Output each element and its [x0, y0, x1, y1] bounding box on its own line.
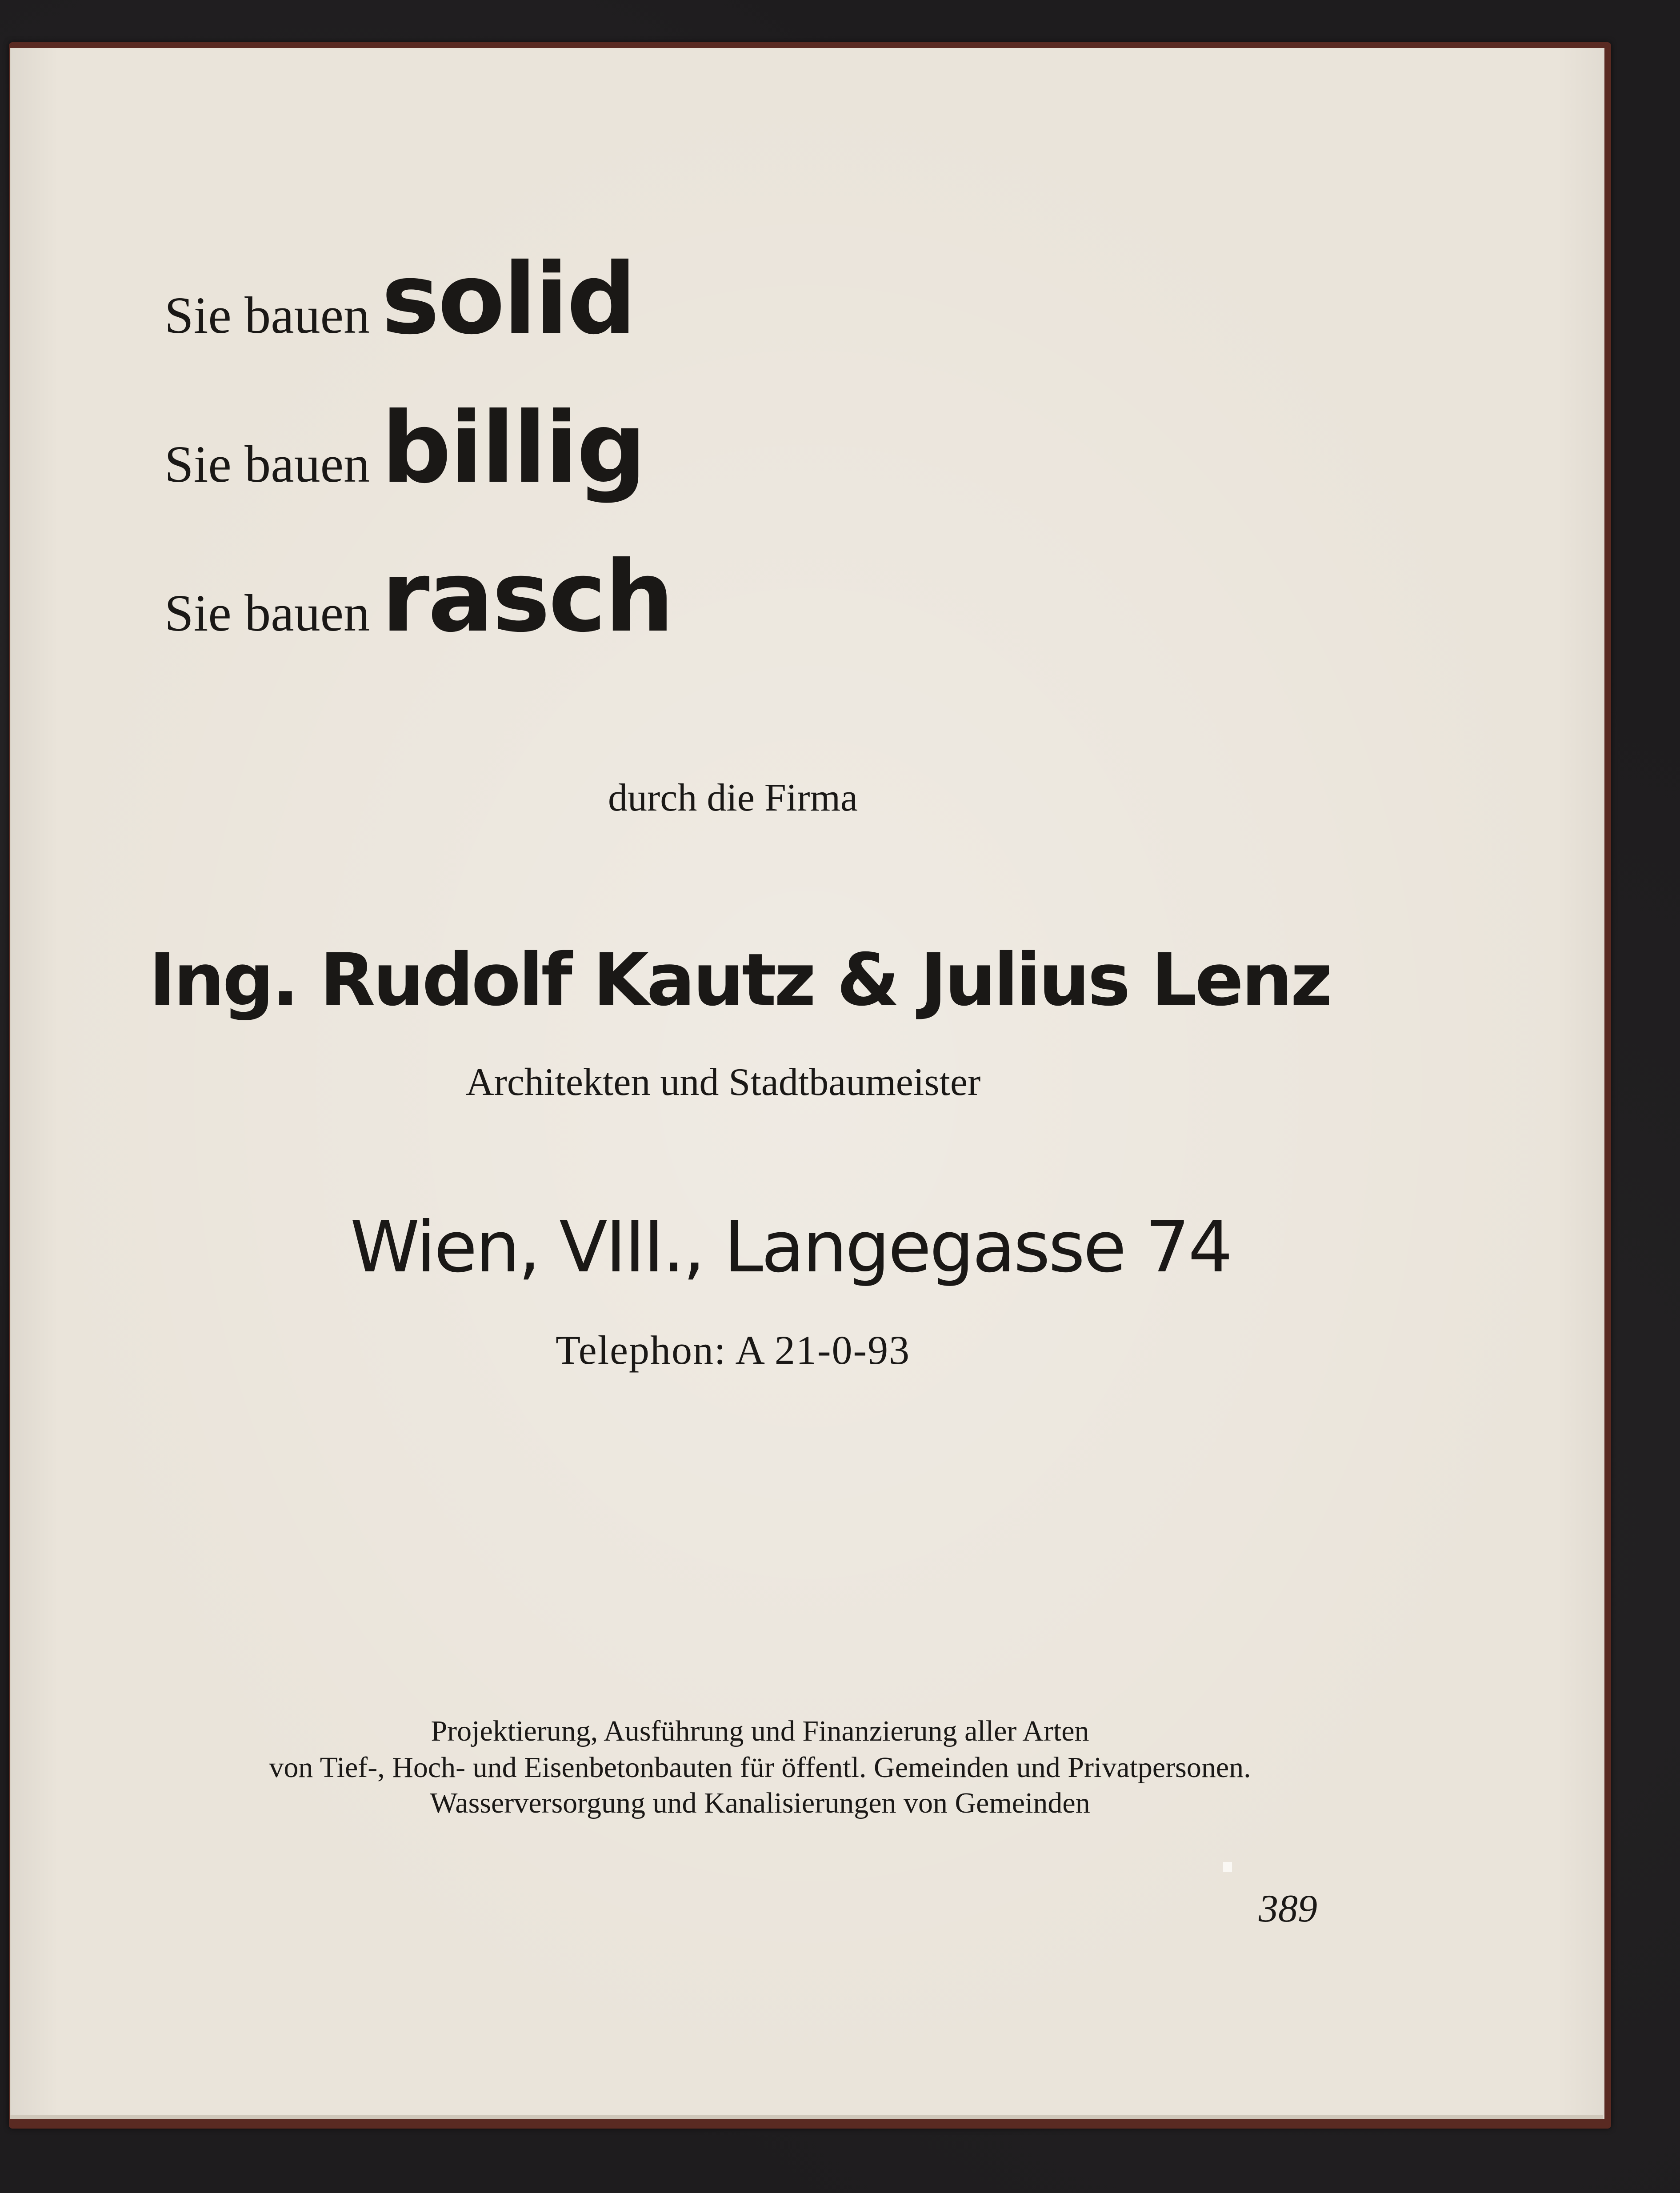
page-number: 389: [1259, 1887, 1317, 1930]
services-line-2: von Tief-, Hoch- und Eisenbetonbauten für öffentl. Gemeinden und Privatpersonen.: [269, 1751, 1251, 1784]
address-text: Wien, VIII., Langegasse 74: [350, 1206, 1231, 1288]
services-line-3: Wasserversorgung und Kanalisierungen von Gemeinden: [430, 1787, 1090, 1819]
slogan-prefix: Sie bauen: [164, 584, 370, 642]
page-edge: [10, 2115, 1603, 2119]
slogan-rasch: [164, 540, 672, 654]
slogan-billig: [164, 391, 645, 505]
slogan-solid: [164, 242, 635, 356]
slogan-prefix: Sie bauen: [164, 286, 370, 344]
slogan-word: solid: [381, 242, 635, 356]
through-firm-text: durch die Firma: [608, 776, 858, 819]
company-name: Ing. Rudolf Kautz & Julius Lenz: [149, 939, 1330, 1022]
profession-text: Architekten und Stadtbaumeister: [466, 1061, 981, 1104]
slogan-word: billig: [381, 391, 645, 505]
paper-speck: [1223, 1862, 1232, 1872]
slogan-prefix: Sie bauen: [164, 435, 370, 493]
telephone-text: Telephon: A 21-0-93: [556, 1327, 911, 1373]
slogan-word: rasch: [381, 540, 672, 654]
services-line-1: Projektierung, Ausführung und Finanzierung aller Arten: [431, 1715, 1089, 1747]
